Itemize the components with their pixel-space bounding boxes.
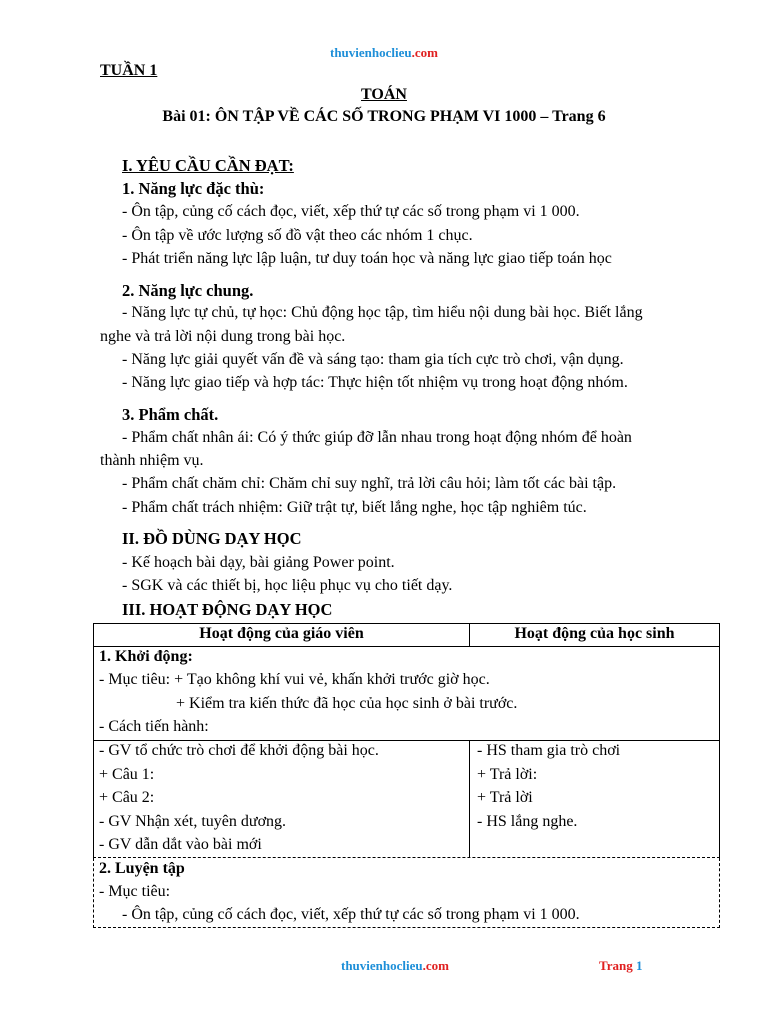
teacher-activity: - GV dẫn dắt vào bài mới [99,836,262,853]
student-activity: - HS tham gia trò chơi [477,742,621,759]
list-item-continuation: nghe và trả lời nội dung trong bài học. [100,328,346,345]
table-border [719,858,720,928]
header-site-domain: .com [411,45,438,60]
list-item: - SGK và các thiết bị, học liệu phục vụ cho tiết dạy. [122,577,453,594]
list-item-continuation: thành nhiệm vụ. [100,452,204,469]
footer-site-name: thuvienhoclieu [341,958,423,973]
page-number-value: 1 [635,958,643,973]
list-item: - Năng lực tự chủ, tự học: Chủ động học tập, tìm hiểu nội dung bài học. Biết lắng [122,304,643,321]
table-border [93,927,720,928]
week-label: TUẦN 1 [100,62,158,79]
student-activity: - HS lắng nghe. [477,813,578,830]
list-item: - Phẩm chất trách nhiệm: Giữ trật tự, biết lắng nghe, học tập nghiêm túc. [122,499,587,516]
list-item: - Năng lực giải quyết vấn đề và sáng tạo: tham gia tích cực trò chơi, vận dụng. [122,351,624,368]
lesson-title: Bài 01: ÔN TẬP VỀ CÁC SỐ TRONG PHẠM VI 1000 – Trang 6 [162,108,606,125]
section3-heading: III. HOẠT ĐỘNG DẠY HỌC [122,600,333,619]
table-column-divider [469,740,470,858]
part1-goal-continuation: + Kiểm tra kiến thức đã học của học sinh ở bài trước. [176,695,518,712]
table-header-teacher: Hoạt động của giáo viên [199,625,364,642]
part2-heading: 2. Luyện tập [99,860,185,877]
section2-heading: II. ĐỒ DÙNG DẠY HỌC [122,529,302,548]
list-item: - Ôn tập, củng cố cách đọc, viết, xếp thứ tự các số trong phạm vi 1 000. [122,203,580,220]
table-border [93,646,720,647]
list-item: - Ôn tập về ước lượng số đồ vật theo các nhóm 1 chục. [122,227,473,244]
teacher-activity: - GV tổ chức trò chơi để khởi động bài học. [99,742,379,759]
part1-method: - Cách tiến hành: [99,718,209,735]
subject-title: TOÁN [361,86,407,103]
teacher-activity: + Câu 1: [99,766,155,783]
section1-sub2-heading: 2. Năng lực chung. [122,281,254,300]
footer-site [341,958,449,974]
header-site [0,45,768,61]
page-number [599,958,642,974]
list-item: - Năng lực giao tiếp và hợp tác: Thực hiện tốt nhiệm vụ trong hoạt động nhóm. [122,374,628,391]
page-label: Trang [599,958,633,973]
teacher-activity: + Câu 2: [99,789,155,806]
table-border [719,623,720,860]
section1-sub3-heading: 3. Phẩm chất. [122,405,219,424]
table-border [93,857,720,858]
list-item: - Phát triển năng lực lập luận, tư duy toán học và năng lực giao tiếp toán học [122,250,612,267]
table-border [93,623,94,860]
list-item: - Phẩm chất chăm chỉ: Chăm chỉ suy nghĩ, trả lời câu hỏi; làm tốt các bài tập. [122,475,617,492]
footer-site-domain: .com [422,958,449,973]
table-border [93,623,720,624]
table-border [93,740,720,741]
teacher-activity: - GV Nhận xét, tuyên dương. [99,813,287,830]
part2-item: - Ôn tập, củng cố cách đọc, viết, xếp thứ tự các số trong phạm vi 1 000. [122,906,580,923]
student-activity: + Trả lời: [477,766,538,783]
table-border [93,858,94,928]
section1-heading: I. YÊU CẦU CẦN ĐẠT: [122,156,294,175]
table-header-student: Hoạt động của học sinh [514,625,675,642]
header-site-name: thuvienhoclieu [330,45,412,60]
list-item: - Phẩm chất nhân ái: Có ý thức giúp đỡ lẫn nhau trong hoạt động nhóm để hoàn [122,429,632,446]
part2-goal: - Mục tiêu: [99,883,171,900]
section1-sub1-heading: 1. Năng lực đặc thù: [122,179,265,198]
part1-heading: 1. Khởi động: [99,648,193,665]
student-activity: + Trả lời [477,789,533,806]
part1-goal: - Mục tiêu: + Tạo không khí vui vẻ, khấn khởi trước giờ học. [99,671,490,688]
list-item: - Kế hoạch bài dạy, bài giảng Power point. [122,554,395,571]
